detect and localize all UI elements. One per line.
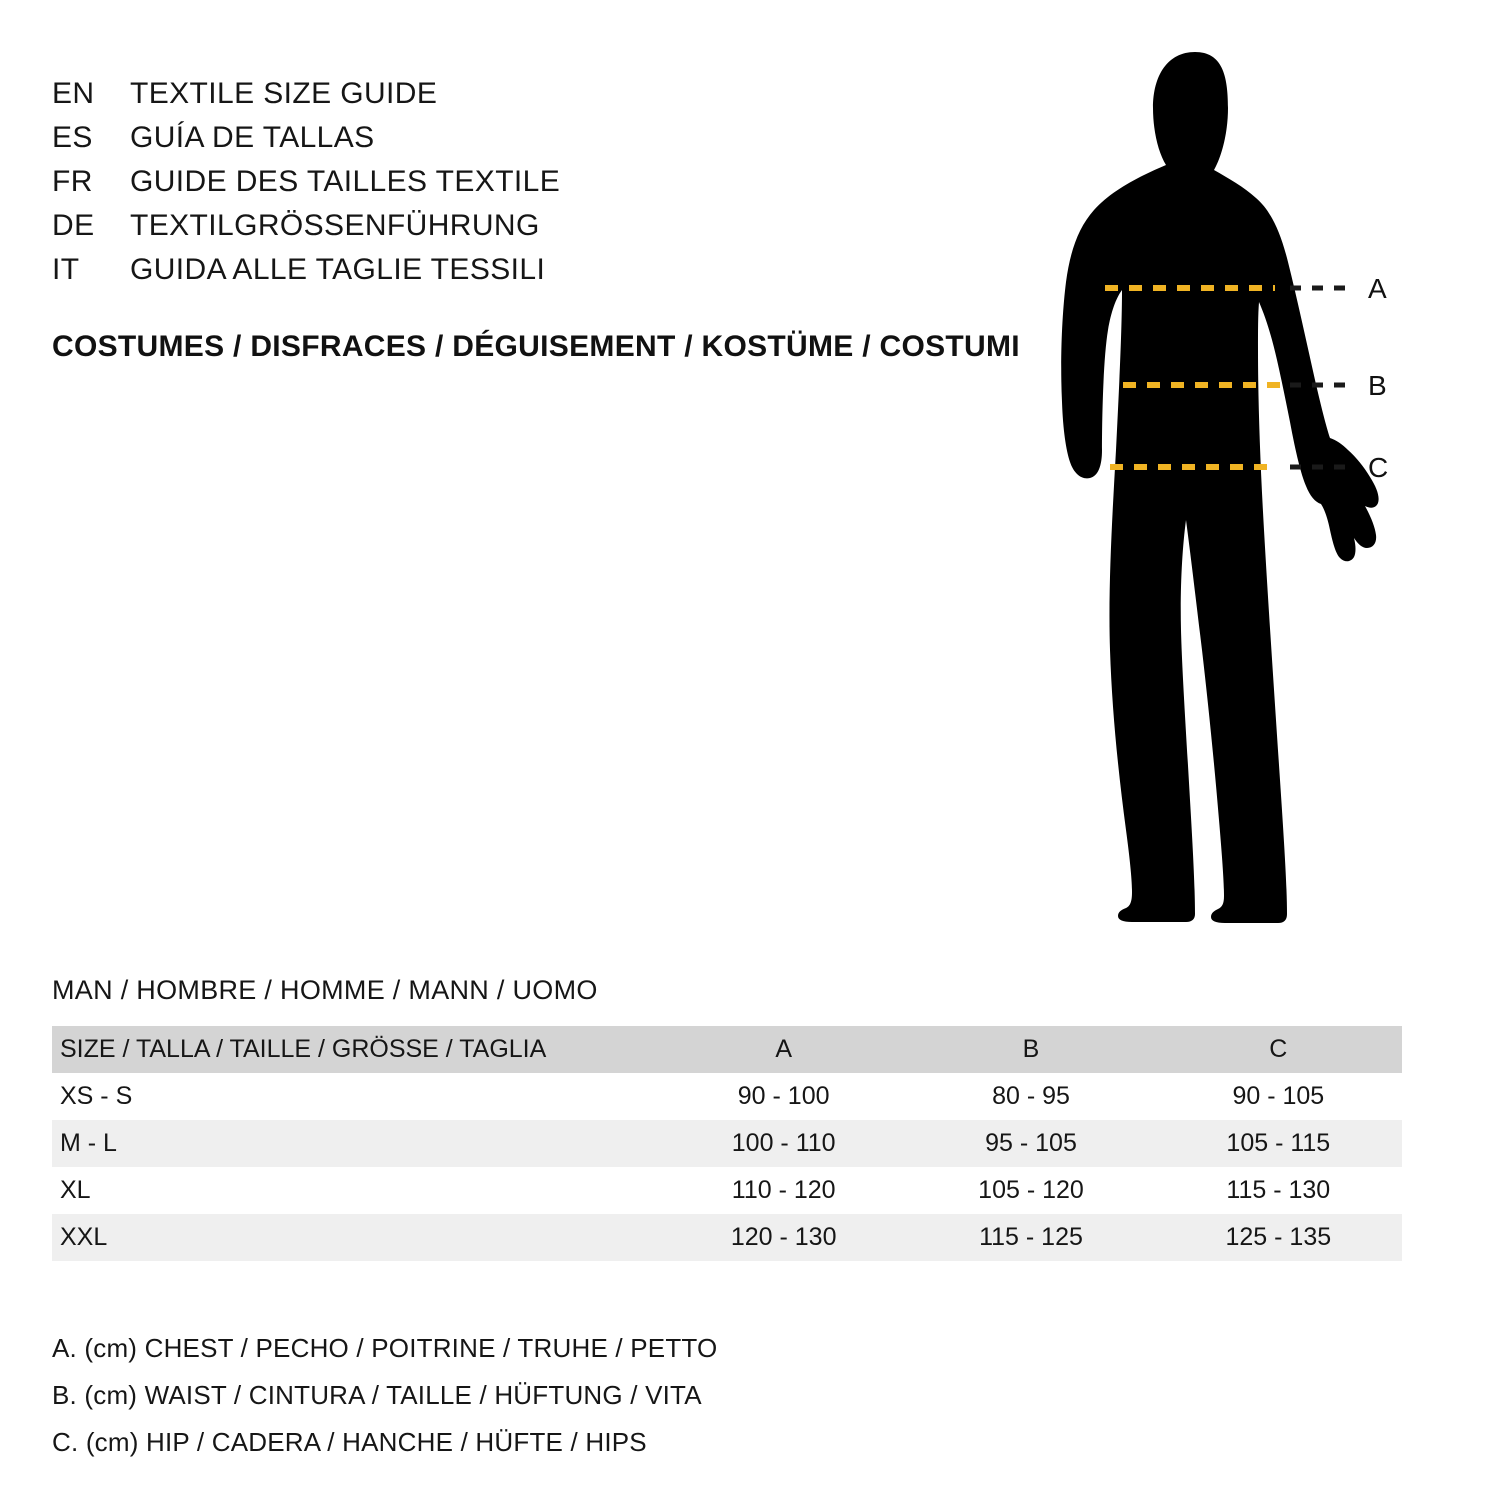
cell-b: 105 - 120	[978, 1176, 1084, 1204]
language-list	[52, 72, 752, 292]
body-measurement-figure	[990, 30, 1450, 930]
table-header	[52, 1026, 1402, 1073]
language-code: IT	[52, 253, 80, 286]
marker-label-a: A	[1368, 273, 1387, 304]
column-header-c: C	[1269, 1035, 1288, 1063]
table-caption: MAN / HOMBRE / HOMME / MANN / UOMO	[52, 975, 598, 1005]
cell-b: 80 - 95	[992, 1082, 1070, 1110]
cell-c: 105 - 115	[1226, 1129, 1331, 1157]
legend-line-a: A. (cm) CHEST / PECHO / POITRINE / TRUHE / PETTO	[52, 1333, 718, 1363]
language-title: GUÍA DE TALLAS	[130, 121, 375, 154]
language-code: FR	[52, 165, 93, 198]
language-row	[52, 116, 752, 160]
language-title: TEXTILGRÖSSENFÜHRUNG	[130, 209, 540, 242]
cell-a: 100 - 110	[731, 1129, 836, 1157]
language-row	[52, 72, 752, 116]
language-row	[52, 160, 752, 204]
table-body	[52, 1073, 1402, 1261]
cell-size: M - L	[60, 1129, 117, 1157]
column-header-a: A	[775, 1035, 792, 1063]
cell-a: 90 - 100	[737, 1082, 830, 1110]
language-row	[52, 248, 752, 292]
legend-line-b: B. (cm) WAIST / CINTURA / TAILLE / HÜFTUNG / VITA	[52, 1380, 702, 1410]
table-row	[52, 1167, 1402, 1214]
language-code: EN	[52, 77, 95, 110]
column-header-size: SIZE / TALLA / TAILLE / GRÖSSE / TAGLIA	[60, 1035, 547, 1063]
measurement-legend	[52, 1325, 717, 1466]
cell-b: 115 - 125	[979, 1223, 1083, 1251]
cell-b: 95 - 105	[985, 1129, 1077, 1157]
marker-label-b: B	[1368, 370, 1387, 401]
size-table	[52, 1026, 1402, 1261]
language-code: DE	[52, 209, 95, 242]
marker-label-c: C	[1368, 452, 1389, 483]
table-header-row	[52, 1026, 1402, 1073]
language-title: GUIDA ALLE TAGLIE TESSILI	[130, 253, 546, 286]
cell-size: XS - S	[60, 1082, 133, 1110]
language-code: ES	[52, 121, 93, 154]
cell-c: 115 - 130	[1226, 1176, 1331, 1204]
category-line: COSTUMES / DISFRACES / DÉGUISEMENT / KOSTÜME / COSTUMI	[52, 330, 1020, 363]
cell-c: 90 - 105	[1232, 1082, 1325, 1110]
cell-a: 120 - 130	[730, 1223, 837, 1251]
table-row	[52, 1073, 1402, 1120]
column-header-b: B	[1022, 1035, 1040, 1063]
cell-size: XL	[60, 1176, 91, 1204]
cell-size: XXL	[60, 1223, 108, 1251]
table-row	[52, 1214, 1402, 1261]
language-title: TEXTILE SIZE GUIDE	[130, 77, 438, 110]
language-row	[52, 204, 752, 248]
legend-line-c: C. (cm) HIP / CADERA / HANCHE / HÜFTE / HIPS	[52, 1427, 647, 1457]
cell-a: 110 - 120	[731, 1176, 836, 1204]
cell-c: 125 - 135	[1225, 1223, 1332, 1251]
table-row	[52, 1120, 1402, 1167]
language-title: GUIDE DES TAILLES TEXTILE	[130, 165, 561, 198]
